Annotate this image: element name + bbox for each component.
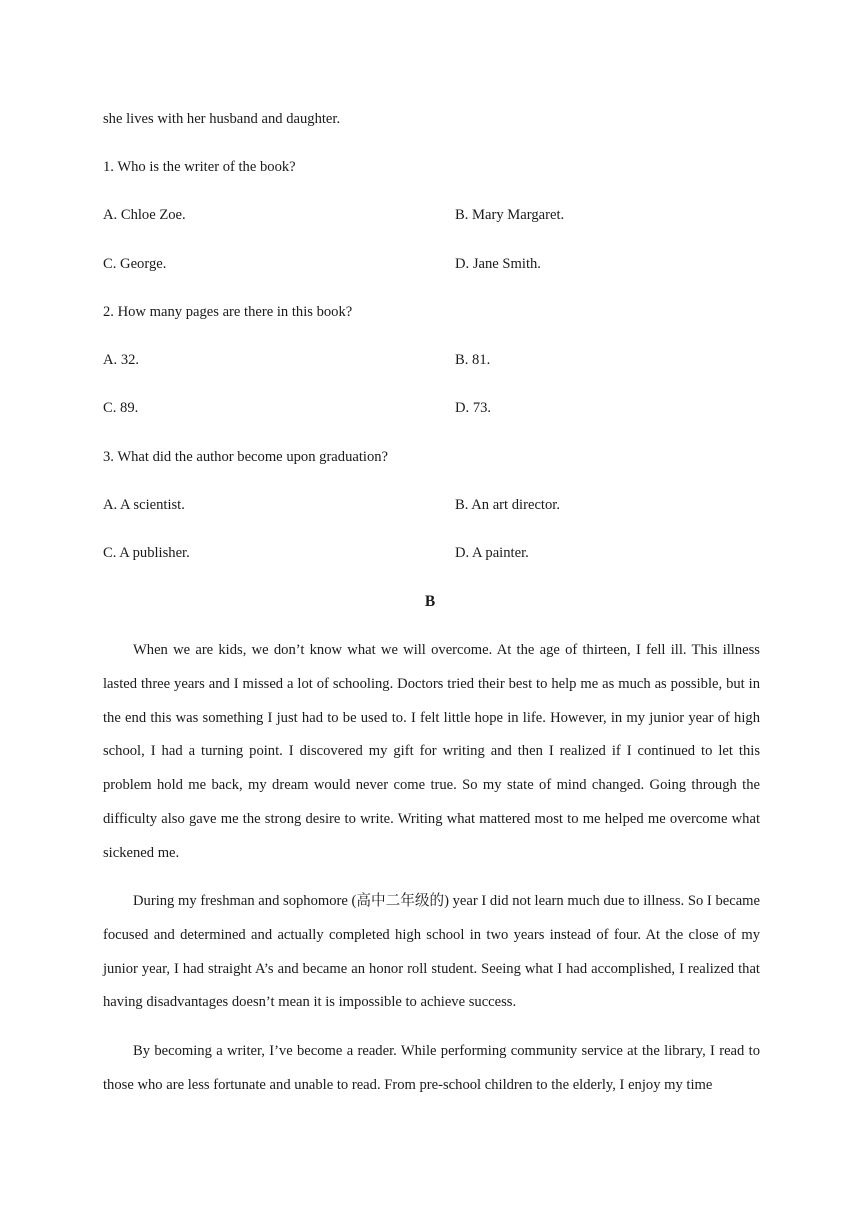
question-1-stem: 1. Who is the writer of the book? bbox=[103, 159, 296, 175]
question-3-option-a: A. A scientist. bbox=[103, 497, 185, 513]
passage-a-continuation: she lives with her husband and daughter. bbox=[103, 111, 341, 127]
passage-b-paragraph-3: By becoming a writer, I’ve become a reader. While performing community service at the library, I read to those who are less fortunate and unable to read. From pre-school children to the elderly, I enjoy my time bbox=[103, 1043, 760, 1093]
question-2-option-a: A. 32. bbox=[103, 352, 140, 368]
question-3-stem: 3. What did the author become upon graduation? bbox=[103, 449, 389, 465]
question-1-option-d: D. Jane Smith. bbox=[455, 256, 541, 272]
section-title: B bbox=[424, 593, 436, 610]
question-3-option-b: B. An art director. bbox=[455, 497, 560, 513]
question-1-option-c: C. George. bbox=[103, 256, 167, 272]
question-1-option-a: A. Chloe Zoe. bbox=[103, 207, 186, 223]
question-3-option-d: D. A painter. bbox=[455, 545, 529, 561]
question-2-stem: 2. How many pages are there in this book? bbox=[103, 304, 353, 320]
question-3-option-c: C. A publisher. bbox=[103, 545, 190, 561]
question-2-option-c: C. 89. bbox=[103, 400, 139, 416]
passage-b-paragraph-1: When we are kids, we don’t know what we will overcome. At the age of thirteen, I fell ill. This illness lasted three years and I missed a lot of schooling. Doctors tried their best to help me as much as possible, but in the end this was something I just had to be used to. I felt little hope in life. However, in my junior year of high school, I had a turning point. I discovered my gift for writing and then I realized if I continued to let this problem hold me back, my dream would never come true. So my state of mind changed. Going through the difficulty also gave me the strong desire to write. Writing what mattered most to me helped me overcome what sickened me. bbox=[103, 642, 760, 861]
question-2-option-b: B. 81. bbox=[455, 352, 491, 368]
question-2-option-d: D. 73. bbox=[455, 400, 492, 416]
passage-b-paragraph-2: During my freshman and sophomore (高中二年级的) year I did not learn much due to illness. So I became focused and determined and actually completed high school in two years instead of four. At the close of my junior year, I had straight A’s and became an honor roll student. Seeing what I had accomplished, I realized that having disadvantages doesn’t mean it is impossible to achieve success. bbox=[103, 893, 760, 1011]
question-1-option-b: B. Mary Margaret. bbox=[455, 207, 565, 223]
